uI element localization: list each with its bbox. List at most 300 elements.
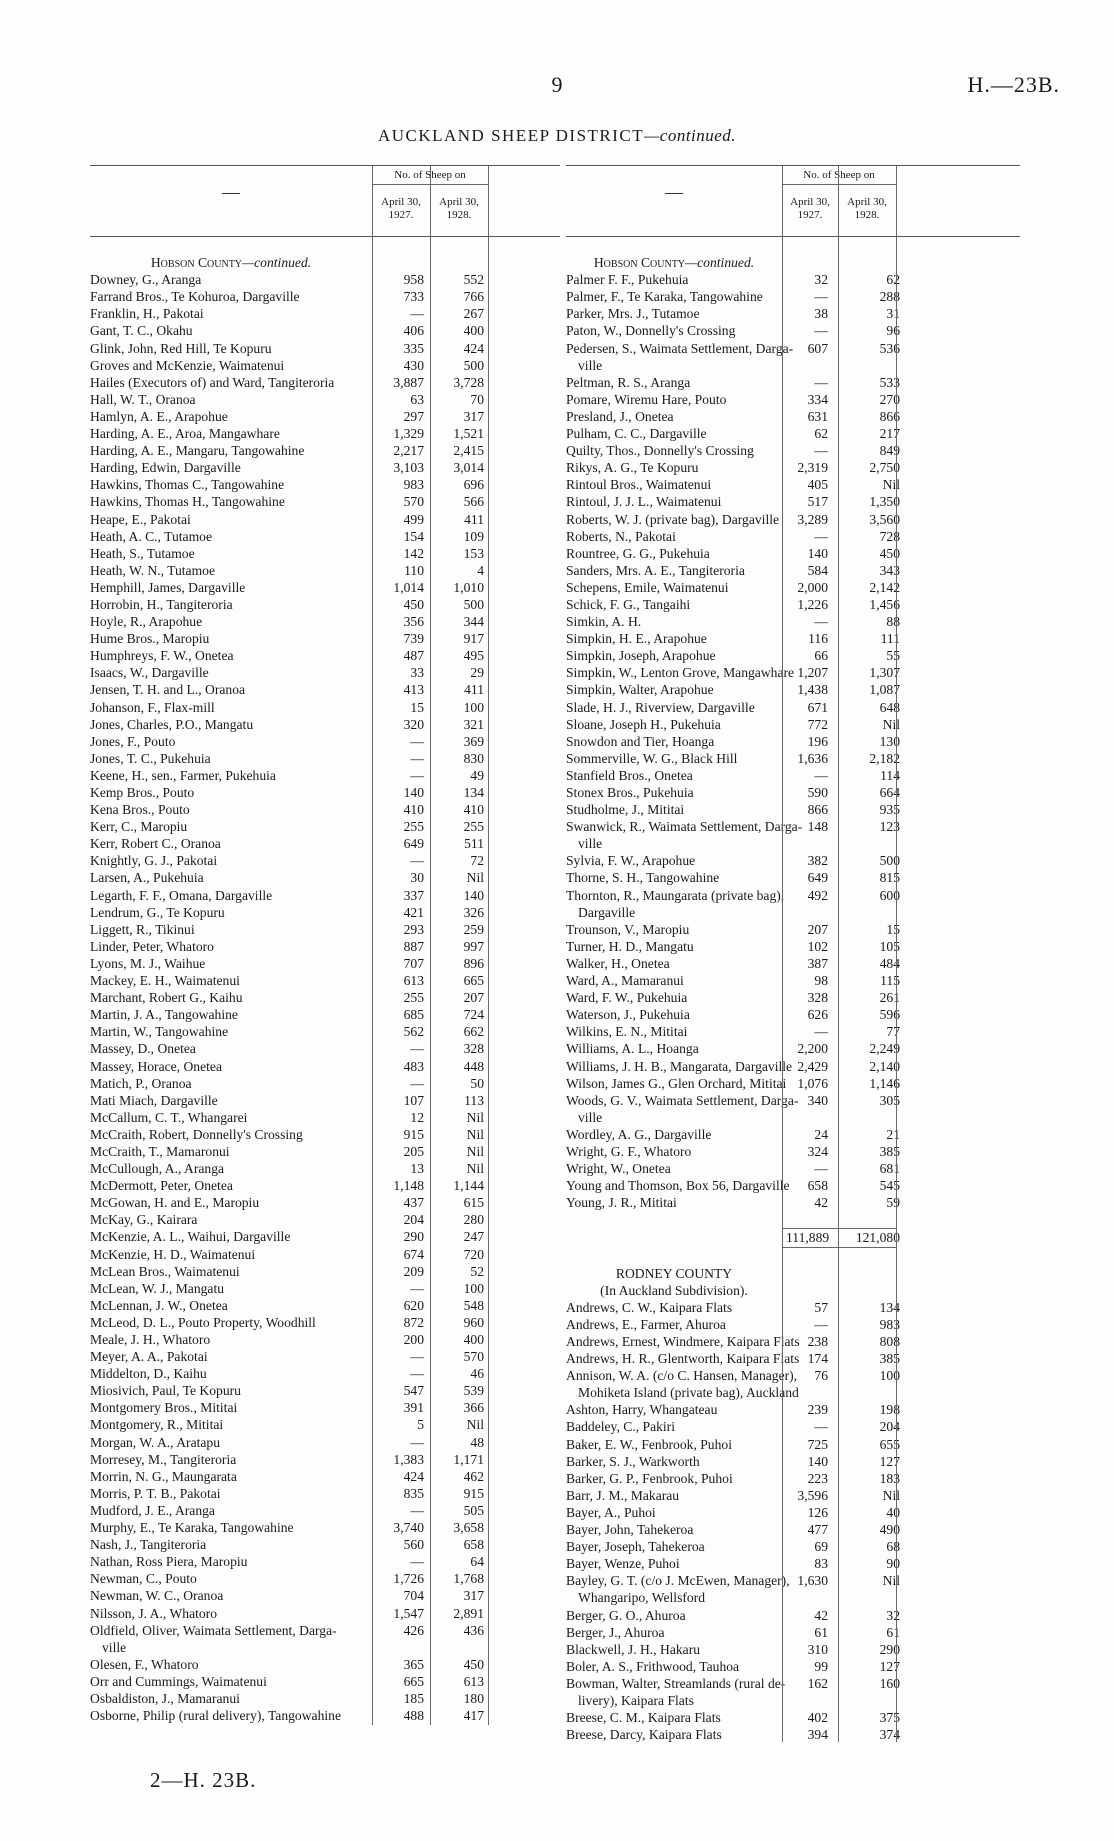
header-group-label: No. of Sheep on <box>372 169 488 185</box>
table-row <box>90 528 560 545</box>
sheep-count-1927: 1,076 <box>797 1075 828 1091</box>
sheep-count-1928: 570 <box>463 1349 484 1365</box>
table-row <box>90 1263 560 1280</box>
entry-name: Osborne, Philip (rural delivery), Tangowahine <box>90 1708 341 1724</box>
sheep-count-1927: 1,329 <box>393 426 424 442</box>
table-row <box>90 852 560 869</box>
entry-name: Bayley, G. T. (c/o J. McEwen, Manager), <box>566 1573 790 1589</box>
sheep-count-1927: 477 <box>807 1522 828 1538</box>
sheep-count-1927: 320 <box>403 716 424 732</box>
sheep-count-1928: 49 <box>470 767 484 783</box>
sheep-count-1928: 207 <box>463 990 484 1006</box>
table-row <box>566 750 1020 767</box>
sheep-count-1928: 655 <box>879 1436 900 1452</box>
table-row <box>90 493 560 510</box>
sheep-count-1928: 121,080 <box>855 1230 900 1246</box>
table-row <box>566 1350 1020 1367</box>
entry-name: Heath, W. N., Tutamoe <box>90 562 215 578</box>
entry-name: Oldfield, Oliver, Waimata Settlement, Darga- <box>90 1622 337 1638</box>
table-row <box>90 955 560 972</box>
table-row <box>90 1707 560 1724</box>
sheep-count-1927: — <box>410 1349 424 1365</box>
table-row <box>90 647 560 664</box>
sheep-count-1928: 68 <box>886 1539 900 1555</box>
section-heading <box>566 1265 782 1282</box>
section-heading <box>566 1282 782 1299</box>
entry-name: Legarth, F. F., Omana, Dargaville <box>90 887 273 903</box>
entry-name: Sanders, Mrs. A. E., Tangiteroria <box>566 562 745 578</box>
table-row <box>90 818 560 835</box>
table-row <box>566 1572 1020 1589</box>
entry-name: Heath, A. C., Tutamoe <box>90 528 212 544</box>
header-col1-line: 1927. <box>797 209 823 221</box>
sheep-count-1928: 374 <box>879 1727 900 1743</box>
sheep-count-1927: 2,319 <box>797 460 828 476</box>
entry-name: ville <box>578 1109 603 1125</box>
sheep-count-1928: 153 <box>463 545 484 561</box>
sheep-count-1927: 334 <box>807 391 828 407</box>
sheep-count-1928: 500 <box>879 853 900 869</box>
sheep-count-1927: 38 <box>814 306 828 322</box>
header-col2-line: 1928. <box>854 209 880 221</box>
header-col2 <box>430 196 488 222</box>
sheep-count-1928: 29 <box>470 665 484 681</box>
header-dash: — <box>222 182 240 202</box>
sheep-count-1927: 402 <box>807 1710 828 1726</box>
entry-name: Woods, G. V., Waimata Settlement, Darga- <box>566 1092 799 1108</box>
sheep-count-1927: 3,740 <box>393 1520 424 1536</box>
sheep-count-1927: 111,889 <box>786 1230 830 1246</box>
sheep-count-1927: — <box>814 528 828 544</box>
sheep-count-1927: — <box>814 1161 828 1177</box>
entry-name: Rintoul Bros., Waimatenui <box>566 477 712 493</box>
sheep-count-1928: 59 <box>886 1195 900 1211</box>
entry-name: McLeod, D. L., Pouto Property, Woodhill <box>90 1314 316 1330</box>
sheep-count-1928: 113 <box>464 1092 484 1108</box>
sheep-count-1927: 239 <box>807 1402 828 1418</box>
table-row <box>90 1570 560 1587</box>
entry-name: Thorne, S. H., Tangowahine <box>566 870 720 886</box>
entry-name: Annison, W. A. (c/o C. Hansen, Manager), <box>566 1368 798 1384</box>
entry-name: Baker, E. W., Fenbrook, Puhoi <box>566 1436 732 1452</box>
entry-name: Andrews, Ernest, Windmere, Kaipara Flats <box>566 1334 800 1349</box>
sheep-count-1927: 13 <box>410 1161 424 1177</box>
sheep-count-1927: 24 <box>814 1126 828 1142</box>
entry-name: Bowman, Walter, Streamlands (rural de- <box>566 1675 786 1691</box>
sheep-count-1928: 160 <box>879 1675 900 1691</box>
table-row <box>566 921 1020 938</box>
table-row <box>90 1143 560 1160</box>
table-row <box>90 1519 560 1536</box>
entry-name: Barr, J. M., Makarau <box>566 1487 680 1503</box>
table-row <box>566 887 1020 904</box>
sheep-count-1927: 196 <box>807 733 828 749</box>
entry-name: Simpkin, H. E., Arapohue <box>566 631 707 647</box>
entry-name: Massey, Horace, Onetea <box>90 1058 222 1074</box>
sheep-count-1927: 430 <box>403 357 424 373</box>
table-row <box>90 408 560 425</box>
sheep-count-1928: 247 <box>463 1229 484 1245</box>
right-table-header <box>566 165 1020 237</box>
sheep-count-1927: 499 <box>403 511 424 527</box>
sheep-count-1927: 685 <box>403 1007 424 1023</box>
sheep-count-1927: 99 <box>814 1658 828 1674</box>
sheep-count-1928: 105 <box>879 938 900 954</box>
sheep-count-1927: — <box>410 1434 424 1450</box>
entry-name: Bayer, Wenze, Puhoi <box>566 1556 680 1572</box>
table-row <box>566 1006 1020 1023</box>
table-row <box>566 1109 1020 1126</box>
sheep-count-1927: 421 <box>403 904 424 920</box>
sheep-count-1928: 385 <box>879 1143 900 1159</box>
table-row <box>90 288 560 305</box>
entry-name: Liggett, R., Tikinui <box>90 921 195 937</box>
table-row <box>566 1143 1020 1160</box>
table-row <box>90 1331 560 1348</box>
table-row <box>566 869 1020 886</box>
entry-name: Groves and McKenzie, Waimatenui <box>90 357 285 373</box>
table-row <box>566 1333 1020 1350</box>
column-rule <box>430 166 431 236</box>
sheep-count-1928: 90 <box>886 1556 900 1572</box>
entry-name: Schick, F. G., Tangaihi <box>566 596 691 612</box>
sheep-count-1928: 50 <box>470 1075 484 1091</box>
table-row <box>566 630 1020 647</box>
sheep-count-1928: 115 <box>880 973 900 989</box>
sheep-count-1928: 2,415 <box>453 443 484 459</box>
entry-name: Simpkin, W., Lenton Grove, Mangawhare <box>566 665 795 681</box>
sheep-count-1928: 344 <box>463 614 484 630</box>
sheep-count-1928: 317 <box>463 408 484 424</box>
sheep-count-1928: 728 <box>879 528 900 544</box>
entry-name: Wright, W., Onetea <box>566 1161 671 1177</box>
sheep-count-1928: 3,560 <box>869 511 900 527</box>
sheep-count-1927: — <box>410 767 424 783</box>
table-row <box>90 989 560 1006</box>
sheep-count-1928: 280 <box>463 1212 484 1228</box>
spacer-row <box>566 237 1020 254</box>
entry-name: Hall, W. T., Oranoa <box>90 391 196 407</box>
entry-name: Bayer, A., Puhoi <box>566 1504 656 1520</box>
entry-name: Presland, J., Onetea <box>566 408 674 424</box>
sheep-count-1927: 739 <box>403 631 424 647</box>
sheep-count-1928: 417 <box>463 1708 484 1724</box>
sheep-count-1927: 310 <box>807 1641 828 1657</box>
table-row <box>566 1487 1020 1504</box>
sheep-count-1927: 487 <box>403 648 424 664</box>
table-row <box>566 425 1020 442</box>
sheep-count-1928: Nil <box>466 1161 484 1177</box>
entry-name: McLean Bros., Waimatenui <box>90 1263 240 1279</box>
entry-name: Hemphill, James, Dargaville <box>90 579 246 595</box>
sheep-count-1928: 88 <box>886 614 900 630</box>
sheep-count-1927: 872 <box>403 1314 424 1330</box>
table-row <box>566 1367 1020 1384</box>
entry-name: Williams, J. H. B., Mangarata, Dargaville <box>566 1058 793 1074</box>
entry-name: Morresey, M., Tangiteroria <box>90 1451 237 1467</box>
sheep-count-1928: 1,087 <box>869 682 900 698</box>
table-row <box>90 1160 560 1177</box>
sheep-count-1927: 733 <box>403 289 424 305</box>
sheep-count-1927: 116 <box>808 631 828 647</box>
table-row <box>90 1023 560 1040</box>
left-table-body <box>90 237 560 1724</box>
entry-name: Breese, Darcy, Kaipara Flats <box>566 1727 722 1743</box>
sheep-count-1927: — <box>410 1502 424 1518</box>
table-row <box>566 596 1020 613</box>
table-row <box>566 955 1020 972</box>
entry-name: Orr and Cummings, Waimatenui <box>90 1673 267 1689</box>
entry-name: McCraith, Robert, Donnelly's Crossing <box>90 1126 303 1142</box>
sheep-count-1927: 620 <box>403 1297 424 1313</box>
sheep-count-1927: — <box>814 289 828 305</box>
sheep-count-1927: 32 <box>814 272 828 288</box>
sheep-count-1928: 724 <box>463 1007 484 1023</box>
table-row <box>566 1436 1020 1453</box>
table-row <box>90 801 560 818</box>
entry-name: Young, J. R., Mititai <box>566 1195 677 1211</box>
sheep-count-1928: 375 <box>879 1710 900 1726</box>
sheep-count-1928: Nil <box>466 1109 484 1125</box>
entry-name: Berger, G. O., Ahuroa <box>566 1607 686 1623</box>
sheep-count-1928: 267 <box>463 306 484 322</box>
sheep-count-1927: 204 <box>403 1212 424 1228</box>
entry-name: Palmer F. F., Pukehuia <box>566 272 689 288</box>
table-row <box>90 1382 560 1399</box>
table-row <box>90 1314 560 1331</box>
sheep-count-1928: 4 <box>477 562 484 578</box>
sheep-count-1927: — <box>410 853 424 869</box>
table-row <box>566 1075 1020 1092</box>
sheep-count-1927: 983 <box>403 477 424 493</box>
sheep-count-1927: 631 <box>807 408 828 424</box>
sheep-count-1927: 102 <box>807 938 828 954</box>
sheep-count-1927: 337 <box>403 887 424 903</box>
table-row <box>90 1177 560 1194</box>
sheep-count-1927: 1,630 <box>797 1573 828 1589</box>
sheep-count-1927: 649 <box>403 836 424 852</box>
table-row <box>566 1023 1020 1040</box>
table-row <box>90 733 560 750</box>
sheep-count-1927: 626 <box>807 1007 828 1023</box>
table-row <box>566 904 1020 921</box>
sheep-count-1927: 707 <box>403 955 424 971</box>
sheep-count-1927: 915 <box>403 1126 424 1142</box>
entry-name: Peltman, R. S., Aranga <box>566 374 691 390</box>
sheep-count-1928: 495 <box>463 648 484 664</box>
table-row <box>90 767 560 784</box>
entry-name: Horrobin, H., Tangiteroria <box>90 596 233 612</box>
sheep-count-1927: 76 <box>814 1368 828 1384</box>
table-row <box>566 1607 1020 1624</box>
table-row <box>90 630 560 647</box>
sheep-count-1928: 2,891 <box>453 1605 484 1621</box>
sheep-count-1928: 766 <box>463 289 484 305</box>
sheep-count-1928: 566 <box>463 494 484 510</box>
table-row <box>566 1453 1020 1470</box>
entry-name: McLennan, J. W., Onetea <box>90 1297 228 1313</box>
sheep-count-1928: 960 <box>463 1314 484 1330</box>
sheep-count-1927: 335 <box>403 340 424 356</box>
sheep-count-1928: 366 <box>463 1400 484 1416</box>
table-row <box>90 1451 560 1468</box>
table-row <box>566 801 1020 818</box>
sheep-count-1928: 3,658 <box>453 1520 484 1536</box>
left-table-header <box>90 165 560 237</box>
sheep-count-1927: — <box>814 614 828 630</box>
entry-name: Snowdon and Tier, Hoanga <box>566 733 715 749</box>
sheep-count-1927: — <box>814 374 828 390</box>
entry-name: Pedersen, S., Waimata Settlement, Darga- <box>566 340 794 356</box>
entry-name: Rountree, G. G., Pukehuia <box>566 545 710 561</box>
column-rule <box>896 166 897 236</box>
sheep-count-1928: 21 <box>886 1126 900 1142</box>
table-row <box>90 1690 560 1707</box>
sheep-count-1927: 1,014 <box>393 579 424 595</box>
entry-name: Wright, G. F., Whatoro <box>566 1143 692 1159</box>
sheep-count-1927: 562 <box>403 1024 424 1040</box>
sheep-count-1927: 142 <box>403 545 424 561</box>
sheep-count-1927: 12 <box>410 1109 424 1125</box>
sheep-count-1927: 356 <box>403 614 424 630</box>
section-name: (In Auckland Subdivision). <box>600 1282 748 1298</box>
sheep-count-1928: 134 <box>879 1299 900 1315</box>
entry-name: McCullough, A., Aranga <box>90 1161 225 1177</box>
table-row <box>566 357 1020 374</box>
sheep-count-1927: 57 <box>814 1299 828 1315</box>
sheep-count-1928: Nil <box>466 1417 484 1433</box>
sheep-count-1928: 849 <box>879 443 900 459</box>
section-name: RODNEY COUNTY <box>615 1265 733 1281</box>
table-row <box>90 1194 560 1211</box>
sheep-count-1928: 55 <box>886 648 900 664</box>
entry-name: Pomare, Wiremu Hare, Pouto <box>566 391 727 407</box>
sheep-count-1927: 387 <box>807 955 828 971</box>
sheep-count-1928: 369 <box>463 733 484 749</box>
sheep-count-1928: 896 <box>463 955 484 971</box>
sheep-count-1928: 111 <box>880 631 900 647</box>
table-row <box>90 1280 560 1297</box>
sheep-count-1927: 174 <box>807 1351 828 1367</box>
sheep-count-1928: 400 <box>463 323 484 339</box>
sheep-count-1927: 584 <box>807 562 828 578</box>
sheep-count-1927: 492 <box>807 887 828 903</box>
entry-name: Blackwell, J. H., Hakaru <box>566 1641 701 1657</box>
sheep-count-1928: 935 <box>879 802 900 818</box>
entry-name: McKenzie, A. L., Waihui, Dargaville <box>90 1229 291 1245</box>
table-row <box>90 562 560 579</box>
page-title-main: AUCKLAND SHEEP DISTRICT <box>377 126 645 145</box>
sheep-count-1927: — <box>814 323 828 339</box>
sheep-count-1928: 552 <box>463 272 484 288</box>
sheep-count-1927: 33 <box>410 665 424 681</box>
entry-name: Johanson, F., Flax-mill <box>90 699 215 715</box>
table-row <box>90 340 560 357</box>
sheep-count-1928: 46 <box>470 1366 484 1382</box>
table-row <box>90 1587 560 1604</box>
entry-name: Linder, Peter, Whatoro <box>90 938 214 954</box>
sheep-count-1927: 1,207 <box>797 665 828 681</box>
entry-name: Turner, H. D., Mangatu <box>566 938 694 954</box>
entry-name: Walker, H., Onetea <box>566 955 670 971</box>
sheep-count-1927: 293 <box>403 921 424 937</box>
table-row <box>90 391 560 408</box>
sheep-count-1927: 162 <box>807 1675 828 1691</box>
table-row <box>566 1177 1020 1194</box>
sheep-count-1927: 66 <box>814 648 828 664</box>
sheep-count-1928: 127 <box>879 1658 900 1674</box>
entry-name: Parker, Mrs. J., Tutamoe <box>566 306 700 322</box>
entry-name: Gant, T. C., Okahu <box>90 323 193 339</box>
table-row <box>566 1589 1020 1606</box>
table-row <box>90 1109 560 1126</box>
sheep-count-1928: 536 <box>879 340 900 356</box>
table-row <box>566 972 1020 989</box>
table-row <box>90 305 560 322</box>
sheep-count-1927: 140 <box>403 785 424 800</box>
table-row <box>566 1538 1020 1555</box>
sheep-count-1928: 448 <box>463 1058 484 1074</box>
section-heading <box>566 254 782 271</box>
table-row <box>566 340 1020 357</box>
sheep-count-1928: 130 <box>879 733 900 749</box>
entry-name: Jensen, T. H. and L., Oranoa <box>90 682 246 698</box>
table-row <box>566 1401 1020 1418</box>
section-suffix: —continued. <box>685 255 755 271</box>
entry-name: Larsen, A., Pukehuia <box>90 870 204 886</box>
entry-name: Lendrum, G., Te Kopuru <box>90 904 225 920</box>
sheep-count-1928: 462 <box>463 1468 484 1484</box>
entry-name: Bayer, Joseph, Tahekeroa <box>566 1539 705 1555</box>
table-row <box>566 562 1020 579</box>
entry-name: Roberts, W. J. (private bag), Dargaville <box>566 511 780 527</box>
sheep-count-1928: 400 <box>463 1332 484 1347</box>
sheep-count-1928: Nil <box>466 870 484 886</box>
table-row <box>566 767 1020 784</box>
column-rule <box>372 166 373 236</box>
table-row <box>566 528 1020 545</box>
sheep-count-1928: 1,146 <box>869 1075 900 1091</box>
entry-name: Ward, F. W., Pukehuia <box>566 990 688 1006</box>
entry-name: Dargaville <box>578 904 636 920</box>
entry-name: Knightly, G. J., Pakotai <box>90 853 218 869</box>
sheep-count-1927: 450 <box>403 596 424 612</box>
sheep-count-1927: — <box>814 1419 828 1435</box>
sheep-count-1928: 1,521 <box>453 426 484 442</box>
spacer-row <box>566 1211 1020 1228</box>
sheep-count-1928: 140 <box>463 887 484 903</box>
entry-name: Lyons, M. J., Waihue <box>90 955 206 971</box>
sheep-count-1927: — <box>410 306 424 322</box>
sheep-count-1927: — <box>410 750 424 766</box>
sheep-count-1928: 1,171 <box>453 1451 484 1467</box>
table-row <box>566 647 1020 664</box>
entry-name: Mohiketa Island (private bag), Auckland <box>578 1385 799 1401</box>
sheep-count-1927: 1,547 <box>393 1605 424 1621</box>
header-col1 <box>372 196 430 222</box>
entry-name: Rikys, A. G., Te Kopuru <box>566 460 699 476</box>
table-row <box>90 869 560 886</box>
table-row <box>566 1709 1020 1726</box>
sheep-count-1927: 560 <box>403 1537 424 1553</box>
sheep-count-1928: Nil <box>882 477 900 493</box>
table-row <box>566 1470 1020 1487</box>
table-row <box>90 459 560 476</box>
sheep-count-1927: — <box>410 733 424 749</box>
entry-name: Newman, W. C., Oranoa <box>90 1588 224 1604</box>
sheep-count-1928: 490 <box>879 1522 900 1538</box>
table-row <box>566 835 1020 852</box>
